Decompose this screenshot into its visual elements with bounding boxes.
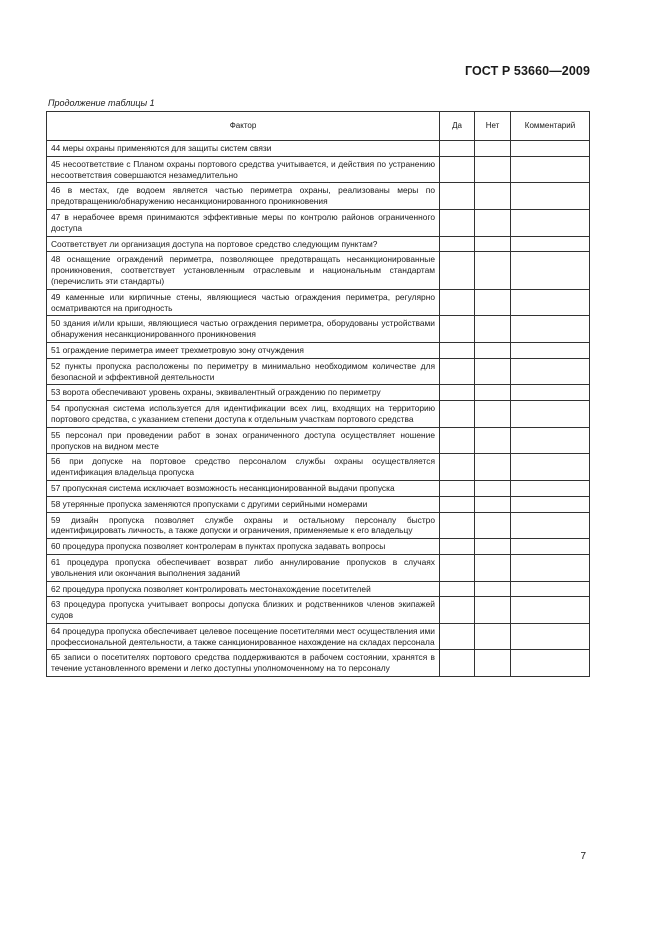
no-cell: [475, 156, 511, 183]
factor-cell: 58 утерянные пропуска заменяются пропусками с другими серийными номерами: [47, 496, 440, 512]
factor-cell: 63 процедура пропуска учитывает вопросы допуска близких и родственников членов экипажей судов: [47, 597, 440, 624]
yes-cell: [440, 554, 475, 581]
factor-cell: 56 при допуске на портовое средство персоналом службы охраны осуществляется идентификация владельца пропуска: [47, 454, 440, 481]
table-row: [47, 289, 590, 316]
table-row: [47, 454, 590, 481]
no-cell: [475, 141, 511, 157]
page-number: 7: [580, 851, 586, 862]
table-row: [47, 401, 590, 428]
no-cell: [475, 236, 511, 252]
no-cell: [475, 209, 511, 236]
comment-cell: [511, 597, 590, 624]
table-row: [47, 358, 590, 385]
comment-cell: [511, 650, 590, 677]
table-row: [47, 385, 590, 401]
factor-cell: 46 в местах, где водоем является частью периметра охраны, реализованы меры по предотвращению/обнаружению несанкционированного проникновения: [47, 183, 440, 210]
yes-cell: [440, 480, 475, 496]
factor-cell: 59 дизайн пропуска позволяет службе охраны и остальному персоналу быстро идентифицировать личность, а также допуски и ограничения, применяемые к его владельцу: [47, 512, 440, 539]
table-header-row: [47, 112, 590, 141]
yes-cell: [440, 209, 475, 236]
factor-cell: 45 несоответствие с Планом охраны портового средства учитывается, и действия по устранению несоответствия совершаются незамедлительно: [47, 156, 440, 183]
yes-cell: [440, 316, 475, 343]
table-row: [47, 209, 590, 236]
comment-cell: [511, 623, 590, 650]
no-cell: [475, 597, 511, 624]
yes-cell: [440, 512, 475, 539]
table-row: [47, 554, 590, 581]
factor-cell: 50 здания и/или крыши, являющиеся частью ограждения периметра, оборудованы устройствами обнаружения несанкционированного проникновения: [47, 316, 440, 343]
comment-cell: [511, 156, 590, 183]
factor-cell: 61 процедура пропуска обеспечивает возврат либо аннулирование пропусков в случаях увольнения или окончания выполнения заданий: [47, 554, 440, 581]
yes-cell: [440, 183, 475, 210]
no-cell: [475, 316, 511, 343]
table-row: [47, 183, 590, 210]
no-cell: [475, 401, 511, 428]
table-row: [47, 496, 590, 512]
comment-cell: [511, 183, 590, 210]
comment-cell: [511, 289, 590, 316]
yes-cell: [440, 289, 475, 316]
comment-cell: [511, 316, 590, 343]
factor-cell: 62 процедура пропуска позволяет контролировать местонахождение посетителей: [47, 581, 440, 597]
comment-cell: [511, 496, 590, 512]
comment-cell: [511, 358, 590, 385]
no-cell: [475, 289, 511, 316]
no-cell: [475, 539, 511, 555]
column-header-yes: Да: [440, 112, 475, 141]
table-row: [47, 597, 590, 624]
yes-cell: [440, 358, 475, 385]
table-row: [47, 342, 590, 358]
comment-cell: [511, 454, 590, 481]
comment-cell: [511, 342, 590, 358]
table-row: [47, 512, 590, 539]
factor-cell: 49 каменные или кирпичные стены, являющиеся частью ограждения периметра, регулярно осматриваются на пригодность: [47, 289, 440, 316]
yes-cell: [440, 385, 475, 401]
table-row: [47, 480, 590, 496]
yes-cell: [440, 427, 475, 454]
no-cell: [475, 427, 511, 454]
no-cell: [475, 358, 511, 385]
yes-cell: [440, 236, 475, 252]
comment-cell: [511, 236, 590, 252]
no-cell: [475, 554, 511, 581]
comment-cell: [511, 141, 590, 157]
table-row: [47, 650, 590, 677]
factor-cell: 44 меры охраны применяются для защиты систем связи: [47, 141, 440, 157]
factor-cell: 54 пропускная система используется для идентификации всех лиц, входящих на территорию портового средства, с указанием степени доступа к отдельным участкам портового средства: [47, 401, 440, 428]
column-header-no: Нет: [475, 112, 511, 141]
factor-cell: 60 процедура пропуска позволяет контролерам в пунктах пропуска задавать вопросы: [47, 539, 440, 555]
table-row: [47, 156, 590, 183]
no-cell: [475, 623, 511, 650]
table-row: [47, 141, 590, 157]
factor-cell: 47 в нерабочее время принимаются эффективные меры по контролю районов ограниченного доступа: [47, 209, 440, 236]
no-cell: [475, 480, 511, 496]
column-header-comment: Комментарий: [511, 112, 590, 141]
comment-cell: [511, 512, 590, 539]
no-cell: [475, 454, 511, 481]
table-row: [47, 236, 590, 252]
table-row: [47, 427, 590, 454]
comment-cell: [511, 554, 590, 581]
comment-cell: [511, 581, 590, 597]
yes-cell: [440, 597, 475, 624]
no-cell: [475, 252, 511, 289]
comment-cell: [511, 252, 590, 289]
document-code: ГОСТ Р 53660—2009: [464, 64, 590, 78]
no-cell: [475, 650, 511, 677]
factor-cell: 55 персонал при проведении работ в зонах ограниченного доступа осуществляет ношение пропусков на видном месте: [47, 427, 440, 454]
yes-cell: [440, 650, 475, 677]
yes-cell: [440, 454, 475, 481]
comment-cell: [511, 539, 590, 555]
yes-cell: [440, 623, 475, 650]
table-row: [47, 316, 590, 343]
table-caption: Продолжение таблицы 1: [48, 98, 155, 108]
factor-cell: 64 процедура пропуска обеспечивает целевое посещение посетителями мест осуществления ими профессиональной деятельности, а также санкционированное нахождение на складах персонала: [47, 623, 440, 650]
comment-cell: [511, 427, 590, 454]
no-cell: [475, 342, 511, 358]
no-cell: [475, 512, 511, 539]
yes-cell: [440, 496, 475, 512]
comment-cell: [511, 480, 590, 496]
table-row: [47, 539, 590, 555]
table-row: [47, 581, 590, 597]
yes-cell: [440, 401, 475, 428]
factor-cell: 52 пункты пропуска расположены по периметру в минимально необходимом количестве для безопасной и эффективной деятельности: [47, 358, 440, 385]
column-header-factor: Фактор: [47, 112, 440, 141]
comment-cell: [511, 385, 590, 401]
comment-cell: [511, 401, 590, 428]
factor-cell: 65 записи о посетителях портового средства поддерживаются в рабочем состоянии, хранятся в течение установленного времени и легко доступны уполномоченному на то персоналу: [47, 650, 440, 677]
yes-cell: [440, 141, 475, 157]
table-row: [47, 623, 590, 650]
yes-cell: [440, 539, 475, 555]
no-cell: [475, 581, 511, 597]
factor-cell: 51 ограждение периметра имеет трехметровую зону отчуждения: [47, 342, 440, 358]
no-cell: [475, 496, 511, 512]
yes-cell: [440, 252, 475, 289]
no-cell: [475, 385, 511, 401]
factor-cell: 57 пропускная система исключает возможность несанкционированной выдачи пропуска: [47, 480, 440, 496]
comment-cell: [511, 209, 590, 236]
yes-cell: [440, 581, 475, 597]
yes-cell: [440, 156, 475, 183]
factor-cell: 48 оснащение ограждений периметра, позволяющее предотвращать несанкционированные проникновения, соответствует установленным отраслевым и национальным стандартам (перечислить эти стандарты): [47, 252, 440, 289]
factor-cell: 53 ворота обеспечивают уровень охраны, эквивалентный ограждению по периметру: [47, 385, 440, 401]
checklist-table: [46, 111, 590, 677]
yes-cell: [440, 342, 475, 358]
factor-cell: Соответствует ли организация доступа на портовое средство следующим пунктам?: [47, 236, 440, 252]
table-body: [47, 141, 590, 677]
no-cell: [475, 183, 511, 210]
table-row: [47, 252, 590, 289]
